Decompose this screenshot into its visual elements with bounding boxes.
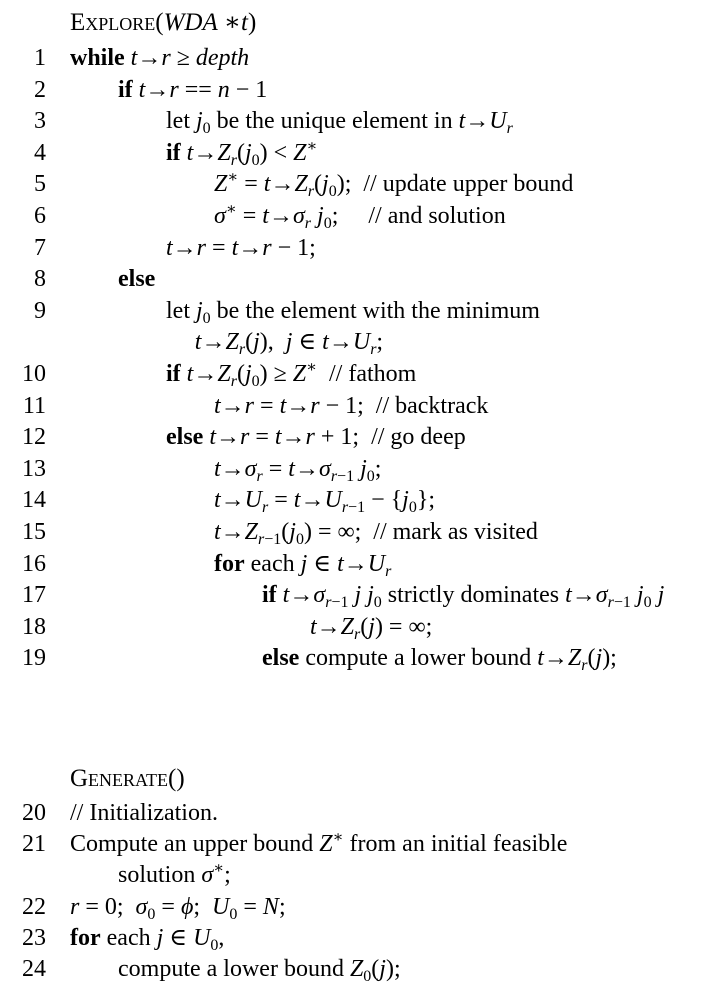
code-line [0,611,717,643]
code-text: else [118,266,156,293]
line-number: 5 [34,171,46,198]
line-number: 8 [34,266,46,293]
line-number: 10 [22,361,46,387]
line-number: 19 [22,645,46,672]
line-number: 12 [22,424,46,451]
code-text: $t\to U_r = t\to U_{r-1} - \{j_0\}$; [214,487,435,517]
line-number: 21 [22,831,46,858]
code-line [0,105,717,137]
code-text: $t\to Z_r(j)$, j ∈ $t\to U_r$; [194,329,384,359]
line-number: 16 [22,550,46,577]
code-text: while t→r ≥ depth [70,45,250,71]
code-text: solution σ∗; [118,860,231,889]
code-line [0,484,717,516]
code-text: $t\to\sigma_r = t\to\sigma_{r-1}$ $j_0$; [214,455,382,485]
line-number: 24 [22,956,46,982]
code-text: for each j ∈ $U_0$, [70,924,225,954]
code-text: t→r = t→r − 1; // backtrack [214,392,489,419]
line-number: 23 [22,924,46,951]
line-number: 2 [34,76,46,103]
code-text: else t→r = t→r + 1; // go deep [166,424,466,451]
code-line [0,797,717,829]
code-line [0,953,717,985]
generate-title: Generate() [70,765,185,792]
line-number: 20 [22,800,46,826]
code-text: else compute a lower bound $t\to Z_r(j)$; [262,645,617,675]
code-text: r = 0; $\sigma_0 = \phi$; $U_0 = N$; [70,893,286,923]
code-line [0,358,717,390]
code-line [0,891,717,923]
code-text: Compute an upper bound Z∗ from an initial feasible [70,829,568,858]
code-text: for each j ∈ $t\to U_r$ [214,550,392,580]
line-number: 6 [34,203,46,229]
code-text: $\sigma^∗ = t\to\sigma_r$ $j_0$; // and solution [214,201,506,232]
code-text: if t→r == n − 1 [118,76,268,103]
code-line [0,548,717,580]
code-line [0,421,717,453]
code-text: $t\to Z_r(j)$ = ∞; [310,613,433,643]
code-text: $t\to Z_{r-1}(j_0)$ = ∞; // mark as visited [214,519,538,548]
code-line [0,137,717,169]
code-line [0,516,717,548]
code-line [0,390,717,422]
line-number: 15 [22,519,46,545]
code-line [0,200,717,232]
code-line [0,295,717,327]
code-text: let $j_0$ be the element with the minimum [166,297,540,327]
code-text: t→r = t→r − 1; [166,234,316,261]
line-number: 3 [34,108,46,135]
code-line [0,579,717,611]
line-number: 11 [22,392,46,419]
code-text: // Initialization. [70,800,218,826]
code-text: $Z^∗ = t\to Z_r(j_0)$; // update upper bound [214,169,574,201]
code-line [0,453,717,485]
line-number: 4 [34,139,46,166]
code-line [0,74,717,106]
code-text: let $j_0$ be the unique element in $t\to U_r$ [166,108,513,138]
line-number: 18 [22,613,46,640]
explore-title: Explore(WDA ∗t) [70,9,257,36]
code-line [0,642,717,674]
code-text: if $t\to Z_r(j_0) < Z^∗$ [166,137,318,169]
code-text: if $t\to Z_r(j_0) \ge Z^∗$ // fathom [166,359,417,390]
code-line [0,828,717,860]
code-line [0,232,717,264]
code-line [0,326,717,358]
line-number: 22 [22,893,46,920]
code-line [0,42,717,74]
line-number: 9 [34,297,46,324]
line-number: 1 [34,45,46,71]
code-text: if $t\to\sigma_{r-1}$ j $j_0$ strictly dominates $t\to\sigma_{r-1}$ $j_0$ j [262,582,665,612]
code-line [0,263,717,295]
line-number: 13 [22,455,46,482]
code-line [0,922,717,954]
code-line [0,168,717,200]
line-number: 17 [22,582,46,609]
line-number: 14 [22,487,46,514]
code-text: compute a lower bound $Z_0(j)$; [118,956,401,985]
line-number: 7 [34,234,46,261]
code-line [0,859,717,891]
